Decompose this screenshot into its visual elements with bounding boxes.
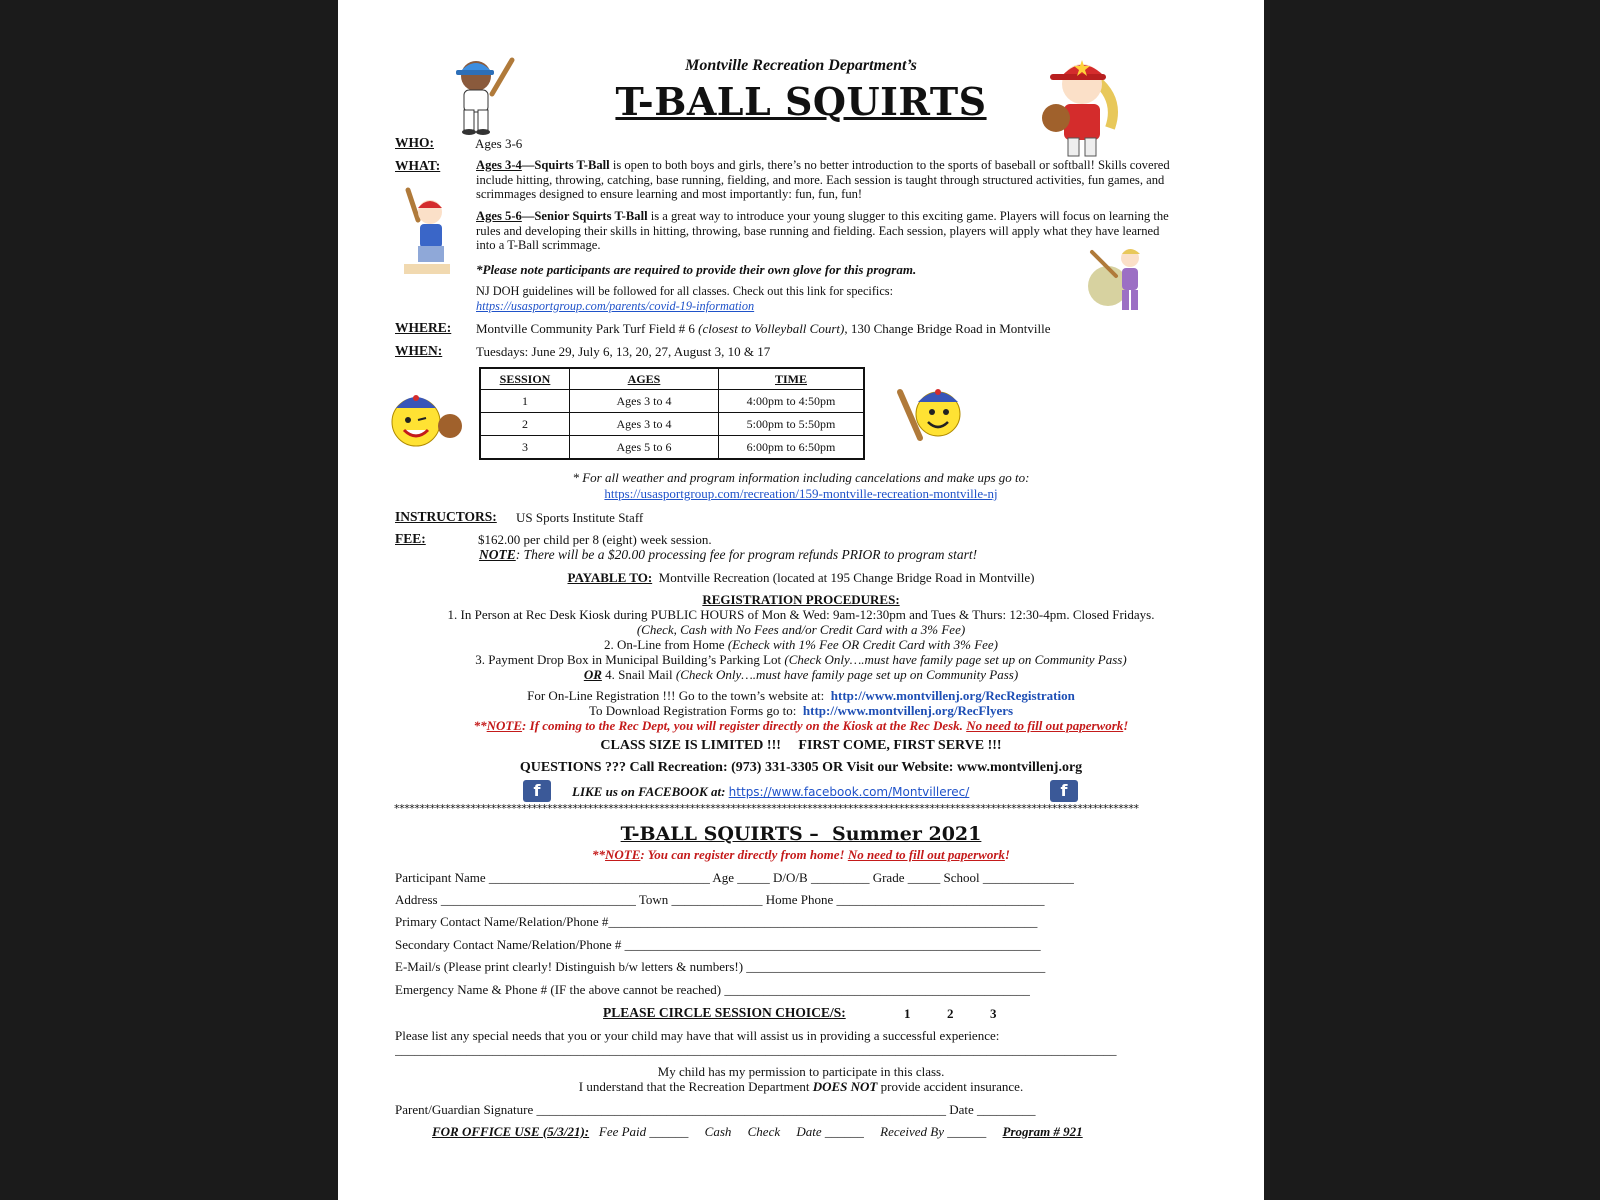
sessions-table [479,367,865,460]
circle-session-label: PLEASE CIRCLE SESSION CHOICE/S: [603,1005,846,1020]
emergency-contact-field[interactable]: Emergency Name & Phone # (IF the above cannot be reached) _______________________________________________ [395,982,1030,997]
instructors-value: US Sports Institute Staff [516,510,644,525]
registration-title: REGISTRATION PROCEDURES: [702,592,900,607]
facebook-icon: f [1050,780,1078,802]
special-needs-prompt: Please list any special needs that you or your child may have that will assist us in providing a successful experience: [395,1028,1000,1043]
squirts-name: —Squirts T-Ball [521,158,610,172]
mail-step: 4. Snail Mail [601,667,676,682]
insurance-line [351,1079,1251,1095]
who-value: Ages 3-6 [475,136,523,151]
table-row [480,436,864,460]
session-number: 2 [480,413,570,436]
dropbox-step-note: (Check Only….must have family page set up on Community Pass) [784,652,1127,667]
form-note-stars: ** [592,847,606,862]
registration-step-1: 1. In Person at Rec Desk Kiosk during PUBLIC HOURS of Mon & Wed: 9am-12:30pm and Tues & Thurs: 12:30-4pm. Closed Fridays. [447,607,1155,622]
facebook-link[interactable]: https://www.facebook.com/Montvillerec/ [728,785,970,799]
session-number: 1 [480,390,570,413]
form-note-end: ! [1004,847,1010,862]
primary-contact-field[interactable]: Primary Contact Name/Relation/Phone #__________________________________________________________________ [395,914,1038,929]
registration-step-1-payment: (Check, Cash with No Fees and/or Credit Card with a 3% Fee) [636,622,966,637]
page-title: T-BALL SQUIRTS [615,79,987,124]
signature-field[interactable]: Parent/Guardian Signature _______________________________________________________________ Date _________ [395,1102,1036,1117]
fee-note-label: NOTE [479,547,516,562]
registration-step-4 [351,667,1251,683]
rec-dept-note [341,718,1261,734]
ages-5-6-heading: Ages 5-6 [476,209,522,223]
fee-note-text: : There will be a $20.00 processing fee for program refunds PRIOR to program start! [515,547,978,562]
form-note-no-paperwork: No need to fill out paperwork [847,847,1005,862]
fee-value: $162.00 per child per 8 (eight) week session. [478,532,712,547]
table-row [480,413,864,436]
payable-value: Montville Recreation (located at 195 Change Bridge Road in Montville) [658,570,1035,585]
weather-note: * For all weather and program information including cancelations and make ups go to: [572,470,1030,485]
download-forms-row [351,703,1251,719]
session-time: 5:00pm to 5:50pm [719,413,865,436]
form-home-note [351,847,1251,863]
weather-link[interactable]: https://usasportgroup.com/recreation/159-montville-recreation-montville-nj [604,486,998,501]
what-p1-text: is open to both boys and girls, there’s no better introduction to the sports of baseball or softball! Skills covered include hitting, throwing, catching, base running, fielding, and more. Each session is taught through structured activities, fun games, and scrimmages designed to ensure learning and most importantly: fun, fun, fun! [476,158,1170,202]
batter-at-plate-clipart [396,186,458,282]
permission-line: My child has my permission to participate in this class. [657,1064,945,1079]
note-stars: ** [473,718,487,733]
what-label: WHAT: [395,158,441,173]
online-step: 2. On-Line from Home [604,637,728,652]
ages-3-4-heading: Ages 3-4 [476,158,522,172]
doh-text: NJ DOH guidelines will be followed for all classes. Check out this link for specifics: [476,284,893,298]
smiley-glove-clipart [390,386,464,450]
covid-info-link[interactable]: https://usasportgroup.com/parents/covid-19-information [476,299,755,313]
what-paragraph-2 [476,209,1171,253]
secondary-contact-field[interactable]: Secondary Contact Name/Relation/Phone # ________________________________________________________________ [395,937,1041,952]
session-time: 4:00pm to 4:50pm [719,390,865,413]
facebook-icon-left[interactable] [523,780,551,802]
mail-step-note: (Check Only….must have family page set up on Community Pass) [675,667,1019,682]
online-step-fees: (Echeck with 1% Fee OR Credit Card with 3% Fee) [727,637,998,652]
payable-label: PAYABLE TO: [567,570,653,585]
where-label: WHERE: [395,320,452,335]
boy-batter-clipart [446,52,518,136]
session-time: 6:00pm to 6:50pm [719,436,865,460]
program-number: Program # 921 [1002,1124,1083,1139]
where-address: , 130 Change Bridge Road in Montville [844,321,1051,336]
session-choice-2[interactable]: 2 [947,1006,954,1021]
session-ages: Ages 3 to 4 [570,390,719,413]
form-title: T-BALL SQUIRTS – Summer 2021 [620,823,982,845]
email-field[interactable]: E-Mail/s (Please print clearly! Distinguish b/w letters & numbers!) ______________________________________________ [395,959,1046,974]
weather-link-row [351,486,1251,502]
note-no-paperwork: No need to fill out paperwork [966,718,1124,733]
facebook-label: LIKE us on FACEBOOK at: [572,784,726,799]
office-use-items: Fee Paid ______ Cash Check Date ______ Received By ______ [598,1124,987,1139]
note-text: : If coming to the Rec Dept, you will register directly on the Kiosk at the Rec Desk. [522,718,967,733]
where-field-note: (closest to Volleyball Court) [698,321,845,336]
note-label: NOTE [486,718,523,733]
col-time: TIME [719,368,865,390]
facebook-icon-right[interactable] [1050,780,1078,802]
who-label: WHO: [395,135,434,150]
girl-softball-clipart [1086,242,1152,318]
smiley-bat-clipart [894,380,968,450]
session-choice-1[interactable]: 1 [904,1006,911,1021]
note-end: ! [1123,718,1129,733]
download-forms-text: To Download Registration Forms go to: [588,703,797,718]
dropbox-step: 3. Payment Drop Box in Municipal Building’s Parking Lot [475,652,785,667]
fee-label: FEE: [395,531,426,546]
department-heading: Montville Recreation Department’s [685,57,917,74]
insurance-does-not: DOES NOT [812,1079,878,1094]
online-registration-link[interactable]: http://www.montvillenj.org/RecRegistration [830,688,1075,703]
registration-step-3 [351,652,1251,668]
facebook-row [572,784,969,800]
office-use-row [432,1124,1083,1140]
session-ages: Ages 5 to 6 [570,436,719,460]
session-ages: Ages 3 to 4 [570,413,719,436]
payable-row [351,570,1251,586]
when-label: WHEN: [395,343,443,358]
insurance-text-c: provide accident insurance. [877,1079,1024,1094]
or-label: OR [583,667,602,682]
session-choice-3[interactable]: 3 [990,1006,997,1021]
table-row [480,390,864,413]
glove-note: *Please note participants are required to provide their own glove for this program. [476,262,917,277]
col-session: SESSION [480,368,570,390]
separator-stars: ************************************************************************************************************************************************** [394,802,1139,815]
class-size-notice: CLASS SIZE IS LIMITED !!! FIRST COME, FIRST SERVE !!! [600,738,1002,753]
address-field[interactable]: Address ______________________________ Town ______________ Home Phone ________________________________ [395,892,1045,907]
table-header-row [480,368,864,390]
participant-name-field[interactable]: Participant Name __________________________________ Age _____ D/O/B _________ Grade _____ School ______________ [395,870,1074,885]
fee-note [479,547,977,563]
where-field: Montville Community Park Turf Field # 6 [476,321,699,336]
session-number: 3 [480,436,570,460]
what-paragraph-1 [476,158,1171,202]
instructors-label: INSTRUCTORS: [395,509,497,524]
flyer-page [338,0,1264,1200]
what-p2-text: is a great way to introduce your young slugger to this exciting game. Players will focus on learning the rules and developing their skills in hitting, throwing, base running and fielding. Each session, players will apply what they have learned into a T-Ball scrimmage. [476,209,1169,253]
form-note-label: NOTE [605,847,641,862]
online-registration-text: For On-Line Registration !!! Go to the town’s website at: [527,688,825,703]
registration-step-2 [351,637,1251,653]
senior-squirts-name: —Senior Squirts T-Ball [521,209,648,223]
online-registration-row [351,688,1251,704]
office-use-label: FOR OFFICE USE (5/3/21): [432,1124,590,1139]
questions-line: QUESTIONS ??? Call Recreation: (973) 331-3305 OR Visit our Website: www.montvillenj.org [519,760,1083,775]
form-note-text: : You can register directly from home! [640,847,848,862]
special-needs-field[interactable]: _______________________________________________________________________________________________________________ [395,1042,1117,1057]
when-value: Tuesdays: June 29, July 6, 13, 20, 27, August 3, 10 & 17 [476,344,771,359]
facebook-icon: f [523,780,551,802]
col-ages: AGES [570,368,719,390]
insurance-text-a: I understand that the Recreation Department [578,1079,813,1094]
download-forms-link[interactable]: http://www.montvillenj.org/RecFlyers [802,703,1014,718]
where-value [476,321,1051,337]
